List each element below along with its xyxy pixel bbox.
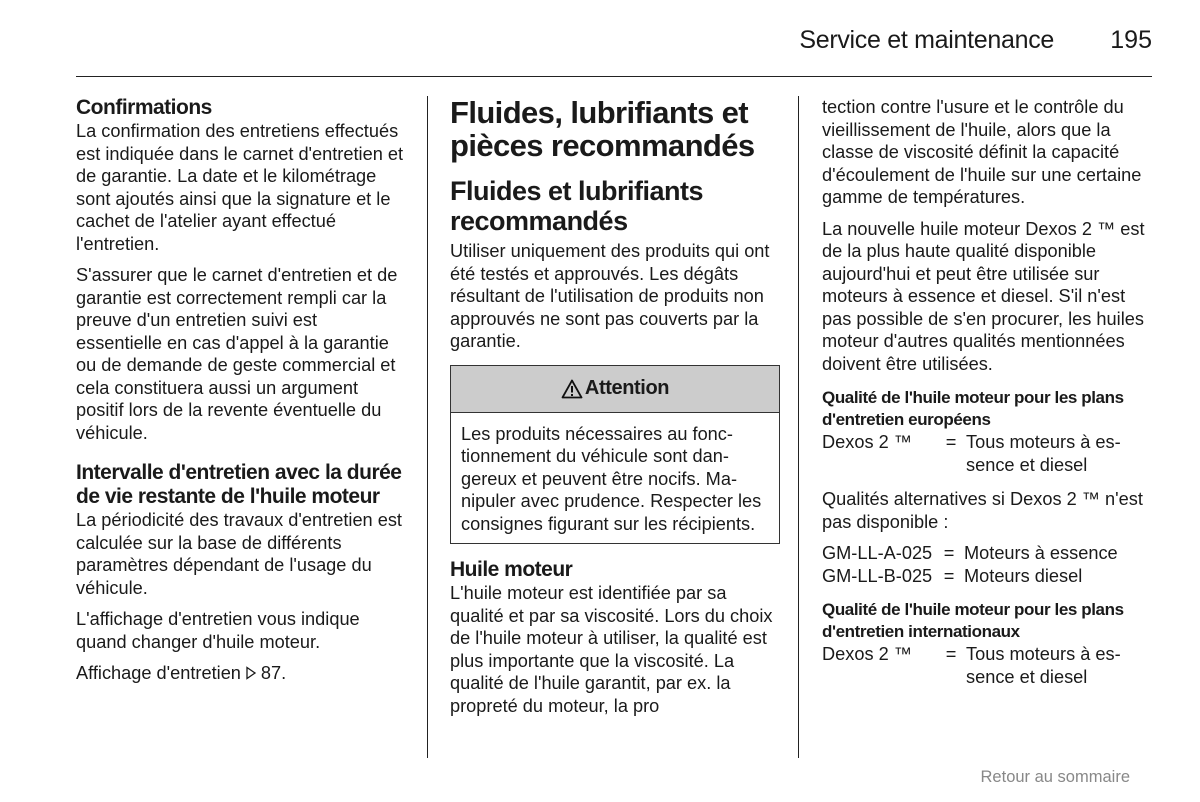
oil-spec-row [822, 565, 1157, 588]
paragraph: S'assurer que le carnet d'entretien et de garantie est correctement rempli car la preuve d'un entretien suivi est essentielle en cas d'appel à la garantie ou de demande de geste commercial et cela constituera aussi un argument positif lors de la revente éventuelle du véhicule. [76, 265, 398, 443]
oil-spec-name: Dexos 2 ™ [822, 432, 912, 452]
page-number: 195 [1110, 26, 1152, 54]
paragraph: Utiliser uniquement des produits qui ont été testés et approuvés. Les dégâts résultant de l'utilisation de produits non approuvés ne sont pas couverts par la garantie. [450, 241, 770, 351]
warning-box [450, 365, 780, 545]
paragraph: Qualités alternatives si Dexos 2 ™ n'est pas disponible : [822, 489, 1143, 532]
warning-text: Les produits nécessaires au fonctionnement du véhicule sont dangereux et peuvent être nocifs. Manipuler avec prudence. Respecter les consignes figurant sur les récipients. [461, 423, 762, 534]
paragraph: L'affichage d'entretien vous indique quand changer d'huile moteur. [76, 609, 360, 652]
paragraph: La confirmation des entretiens effectués est indiquée dans le carnet d'entretien et de garantie. La date et le kilométrage sont ajoutés ainsi que la signature et le cachet de l'atelier ayant effectué l'entretien. [76, 121, 404, 254]
cross-reference-label: Affichage d'entretien [76, 663, 241, 683]
column-2 [450, 96, 780, 717]
subheading-european-plans: Qualité de l'huile moteur pour les plans d'entretien européens [822, 388, 1124, 429]
oil-spec-row [822, 643, 1157, 688]
oil-spec-name: GM-LL-B-025 [822, 565, 933, 586]
oil-spec-description: Moteurs à essence [964, 543, 1118, 563]
chapter-title: Fluides, lubrifiants et pièces recommandés [450, 95, 755, 163]
section-heading-interval: Intervalle d'entretien avec la durée de vie restante de l'huile moteur [76, 461, 402, 508]
page-reference-arrow-icon [244, 666, 258, 680]
equals-sign: = [943, 565, 955, 586]
oil-spec-description: Tous moteurs à essence et diesel [966, 432, 1121, 475]
oil-spec-row [822, 542, 1157, 565]
equals-sign: = [945, 432, 957, 452]
oil-spec-row [822, 431, 1157, 476]
section-heading-engine-oil: Huile moteur [450, 558, 573, 581]
paragraph: La nouvelle huile moteur Dexos 2 ™ est de la plus haute qualité disponible aujourd'hui et peut être utilisée sur moteurs à essence et diesel. S'il n'est pas possible de s'en procurer, les huiles moteur d'autres qualités mentionnées doivent être utilisées. [822, 218, 1145, 374]
equals-sign: = [945, 644, 957, 664]
oil-spec-description: Moteurs diesel [964, 565, 1083, 586]
paragraph: tection contre l'usure et le contrôle du vieillissement de l'huile, alors que la classe de viscosité définit la capacité d'écoulement de l'huile sur une certaine gamme de températures. [822, 97, 1142, 207]
paragraph: La périodicité des travaux d'entretien est calculée sur la base de différents paramètres dépendant de l'usage du véhicule. [76, 510, 402, 598]
paragraph: L'huile moteur est identifiée par sa qualité et par sa viscosité. Lors du choix de l'huile moteur à utiliser, la qualité est plus importante que la viscosité. La qualité de l'huile garantit, par ex. la propreté du moteur, la pro [450, 583, 773, 716]
oil-spec-name: Dexos 2 ™ [822, 644, 912, 664]
page-title: Service et maintenance [799, 26, 1054, 54]
cross-reference[interactable] [76, 662, 406, 685]
back-to-contents-link[interactable]: Retour au sommaire [980, 768, 1130, 786]
page-header [76, 20, 1152, 77]
column-divider [427, 96, 428, 758]
column-3 [822, 96, 1157, 688]
warning-title: Attention [584, 377, 670, 400]
equals-sign: = [943, 543, 955, 563]
oil-spec-description: Tous moteurs à essence et diesel [966, 644, 1121, 687]
warning-header [451, 366, 779, 413]
column-divider [798, 96, 799, 758]
subheading-international-plans: Qualité de l'huile moteur pour les plans d'entretien internationaux [822, 600, 1124, 641]
section-title: Fluides et lubrifiants recommandés [450, 176, 704, 236]
section-heading-confirmations: Confirmations [76, 96, 212, 119]
cross-reference-page: 87. [260, 663, 287, 683]
column-1 [76, 96, 406, 694]
oil-spec-name: GM-LL-A-025 [822, 543, 933, 563]
warning-triangle-icon [561, 379, 583, 399]
